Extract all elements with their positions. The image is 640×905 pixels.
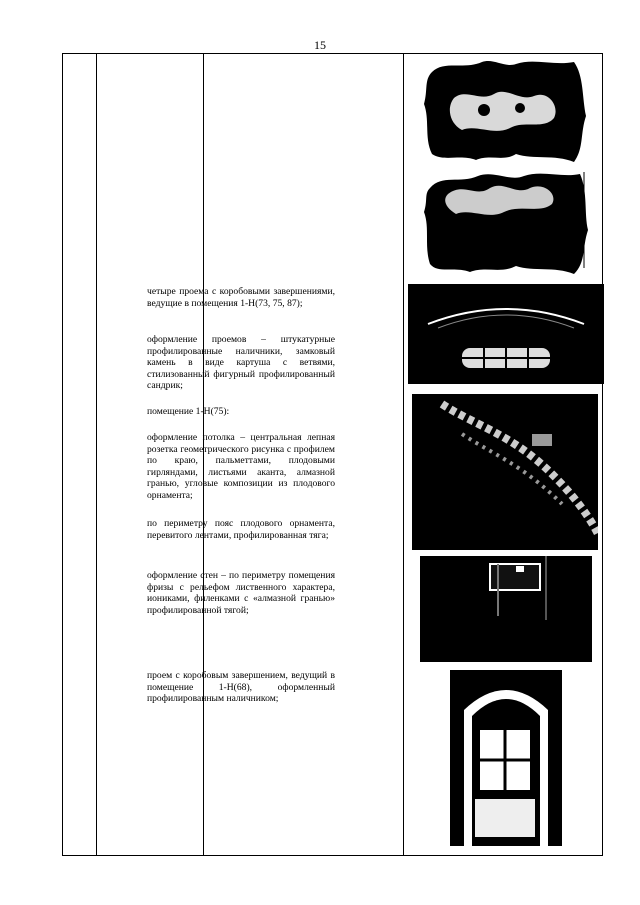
photo-doorway [450, 670, 562, 846]
paragraph-arch-decoration: оформление проемов – штукатурные профилированные наличники, замковый камень в виде картуша с ветвями, стилизованный фигурный профилированный сандрик; [147, 334, 335, 392]
ornament-photo-icon [424, 168, 588, 274]
ceiling-photo-icon [412, 394, 598, 550]
paragraph-doorway: проем с коробовым завершением, ведущий в помещение 1-Н(68), оформленный профилированным наличником; [147, 670, 335, 705]
paragraph-room-heading: помещение 1-Н(75): [147, 406, 230, 417]
photo-ceiling-corner [412, 394, 598, 550]
paragraph-perimeter-belt: по периметру пояс плодового орнамента, перевитого лентами, профилированная тяга; [147, 518, 335, 541]
paragraph-ceiling: оформление потолка – центральная лепная розетка геометрического рисунка с профилем по краю, пальметтами, плодовыми гирляндами, листьями аканта, алмазной гранью, угловые композиции из плодового орнамента; [147, 432, 335, 501]
photo-wall-frieze [420, 556, 592, 662]
paragraph-walls: оформление стен – по периметру помещения фризы с рельефом лиственного характера, иониками, филенками с «алмазной гранью» профилированной тягой; [147, 570, 335, 616]
ornament-photo-icon [424, 58, 586, 162]
photo-ornament-top [424, 58, 586, 162]
photo-ornament-bottom [424, 168, 588, 274]
paragraph-arches: четыре проема с коробовыми завершениями, ведущие в помещения 1-Н(73, 75, 87); [147, 286, 335, 309]
wall-photo-icon [420, 556, 592, 662]
photo-arch-cartouche [408, 284, 604, 384]
column-divider [403, 54, 404, 855]
column-divider [96, 54, 97, 855]
doorway-photo-icon [450, 670, 562, 846]
arch-photo-icon [408, 284, 604, 384]
page-number: 15 [314, 38, 326, 52]
